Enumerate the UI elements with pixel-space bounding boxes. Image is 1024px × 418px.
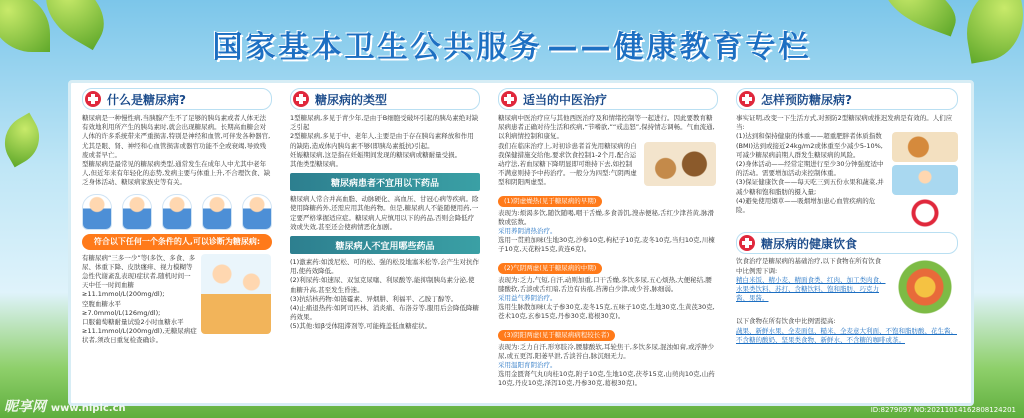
paragraph: 其他类型糖尿病。 xyxy=(290,160,342,169)
title-main: 国家基本卫生公共服务 xyxy=(212,30,543,65)
paragraph: 2型糖尿病,多见于中、老年人,主要是由于存在胰岛素释放和作用的缺陷,造成体内胰岛素不够(即胰岛素抵抗)引起。 xyxy=(290,132,474,150)
list-item: (2)利尿药:如速尿、双氢克尿噻、利尿酸等,能抑制胰岛素分泌,使血糖升高,甚至发生昏迷。 xyxy=(290,276,475,294)
heading-text: 什么是糖尿病? xyxy=(107,92,186,107)
list-item: 有糖尿病“三多一少”等(多饮、多食、多尿、体重下降、皮肤瘙痒、视力模糊等急性代谢紊乱表现)症状者,随机时间一天中任一时间血糖≥11.1mmol/L(200mg/dl); xyxy=(82,253,196,299)
medicine-illustration xyxy=(644,142,716,186)
column-prevention xyxy=(736,88,958,345)
list-item: (3)保证健康饮食——每天吃三到五份水果和蔬菜,并减少糖和饱和脂肪的摄入量; xyxy=(736,178,884,196)
person-illustration-icon xyxy=(122,194,152,230)
section-heading xyxy=(736,88,958,110)
list-item: 口服葡萄糖耐量试验2小时血糖水平≥11.1mmol/L(200mg/dl),无糖尿病症状者,须改日重复检查确诊。 xyxy=(82,318,197,345)
illustration-row xyxy=(82,194,272,230)
heading-text: 糖尿病的类型 xyxy=(315,92,388,107)
paragraph: 饮食治疗是糖尿病的基础治疗,以下食物在所有饮食中比例需下调: xyxy=(736,257,882,275)
doctor-illustration xyxy=(201,254,271,334)
image-id: ID:8279097 NO:20211014162808124201 xyxy=(870,406,1016,414)
person-illustration-icon xyxy=(162,194,192,230)
person-illustration-icon xyxy=(242,194,272,230)
medical-cross-icon xyxy=(293,91,309,107)
no-smoking-icon xyxy=(892,198,958,228)
section-heading xyxy=(82,88,272,110)
heading-text: 适当的中医治疗 xyxy=(523,92,608,107)
paragraph: 糖尿病中医治疗应与其他西医治疗及和情绪控制等一起进行。因此要教育糖尿病患者正确对待生活和疾病,“节嗜欲,”“戒恚怒”,保持情志调畅。气血流通,以利病情控制和康复。 xyxy=(498,114,715,141)
paragraph: 糖尿病人常合并高血脂、动脉硬化、高血压、甘冠心病等疾病。除使用降糖药外,还需应用其他药物。但是,糖尿病人不能随便用药,一定要严格掌握适应症。糖尿病人应慎用以下的药品,否则会降低疗效或失效,甚至还会使病情恶化加剧。 xyxy=(290,195,479,231)
list-item: (1)达到和保持健康的体重——超重肥胖者体质指数(BMI)达到或接近24kg/m2或体重至少减少5-10%,可减少糖尿病前期人群发生糖尿病的风险。 xyxy=(736,132,883,159)
symptoms: 表现为:乏力自汗,形寒肢冷,腰膝酸软,耳轮焦干,多饮多尿,混浊如膏,或浮肿少尿,或五更泻,阳萎早泄,舌淡苔白,脉沉细无力。 xyxy=(498,342,715,360)
section-heading xyxy=(736,232,958,254)
watermark-url: www.nipic.cn xyxy=(50,403,126,414)
column-what-is-diabetes xyxy=(82,88,272,346)
food-illustration xyxy=(892,132,958,162)
type-tag: (3)阴阳两虚(见于糖尿病病程较长者) xyxy=(498,330,615,341)
column-diabetes-types xyxy=(290,88,480,332)
list-item: 空腹血糖水平≥7.0mmol/L(126mg/dl); xyxy=(82,299,161,317)
medical-cross-icon xyxy=(85,91,101,107)
symptoms: 表现为:烦渴多饮,随饮随喝,咽干舌燥,多食善饥,溲赤便秘,舌红少津苔黄,脉滑数或弦数。 xyxy=(498,208,715,226)
paragraph: 糖尿病是一种慢性病,当胰腺产生不了足够的胰岛素或者人体无法有效地利用所产生的胰岛素时,就会出现糖尿病。长期高血糖会对人体的许多系统带来严重损害,特别是神经和血管,可伴发各种器官,尤其是眼、肾、神经和心血管损害或器官功能不全或衰竭,导致残废或者早亡。 xyxy=(82,114,271,159)
page-title xyxy=(0,22,1024,66)
paragraph: 我们在临床治疗上,对初诊患者首先用糖尿病的自我保健措施交给他,要求饮食控制1-2个月,配合运动疗法,若血尿糖下降明显即可维持下去,如控制不满意则持予中药治疗。一般分为四型:气阴两虚型和阴阳两虚型。 xyxy=(498,141,637,187)
exercise-illustration xyxy=(892,165,958,195)
paragraph: 精白米饭、精小麦、精面食类、红肉、加工类肉食、水果类饮料、苏打、含糖饮料、饱和脂肪、巧克力酱、果酱。 xyxy=(736,275,886,303)
title-sub: ——健康教育专栏 xyxy=(547,30,812,65)
medical-cross-icon xyxy=(739,91,755,107)
list-item: (2)身体活动——经常定期进行至少30分钟强度适中的活动。需要增加活动来控制体重。 xyxy=(736,160,884,178)
paragraph: 妊娠糖尿病,这是指在妊娠期间发现的糖尿病或糖耐量受损。 xyxy=(290,150,462,159)
list-item: (4)止痛退热药:如阿司匹林、消炎痛、布洛芬等,服用后会降低降糖药效果。 xyxy=(290,304,479,322)
section-heading xyxy=(498,88,718,110)
prescription: 选用一贯煎加味(生地30克,沙参10克,枸杞子10克,麦冬10克,当归10克,川楝子10克,天花粉15克,黄连6克)。 xyxy=(498,236,715,254)
paragraph: 以下食物在所有饮食中比例需提高: xyxy=(736,317,836,326)
symptoms: 表现为:乏力,气短,自汗,动则加重,口干舌燥,多饮多尿,五心烦热,大便秘结,腰膝酸软,舌淡或舌红暗,舌边有齿痕,苔薄白少津,或少苔,脉细弱。 xyxy=(498,275,712,293)
column-tcm-treatment xyxy=(498,88,718,389)
list-item: (1)激素药:如泼尼松、可的松、强的松及地塞米松等,会产生对抗作用,使药效降低。 xyxy=(290,258,479,276)
drugs-list-bar: 糖尿病人不宜用哪些药品 xyxy=(290,236,480,254)
leaf-decoration xyxy=(0,113,49,168)
person-illustration-icon xyxy=(82,194,112,230)
method: 采用温阳育阴治疗。 xyxy=(498,361,557,370)
paragraph: 型糖尿病是最常见的糖尿病类型,通常发生在成年人中尤其中老年人,但近年来有年轻化的态势,发病主要与体重上升,不合理饮食、缺乏身体活动、糖尿病家族史等有关。 xyxy=(82,160,271,187)
list-item: (4)避免使用烟草——吸烟增加患心血管疾病的危险。 xyxy=(736,196,876,215)
list-item: (5)其他:如β受体阻滞剂等,可能掩盖低血糖症状。 xyxy=(290,322,432,331)
method: 采用养阴清热治疗。 xyxy=(498,227,557,236)
prescription: 选用生脉散加味(太子参30克,麦冬15克,五味子10克,生地30克,生黄芪30克,苍术10克,玄参15克,丹参30克,葛根30克)。 xyxy=(498,303,715,321)
food-pyramid-illustration xyxy=(892,257,958,317)
medical-cross-icon xyxy=(739,235,755,251)
list-item: (3)抗结核药物:如链霉素、异烟肼、利福平、乙胺丁醇等。 xyxy=(290,294,458,303)
paragraph: 蔬果、新鲜水果、全麦面包、糙米、全麦意大利面、不饱和脂肪酸、花生酱、不含糖的酸奶、坚果类食物、新鲜水、不含糖的咖啡或茶。 xyxy=(736,326,957,344)
type-tag: (2)气阴两虚(见于糖尿病的中期) xyxy=(498,263,602,274)
paragraph: 事实证明,改变一下生活方式,对预防2型糖尿病或推迟发病是有效的。人们应当: xyxy=(736,114,953,132)
drugs-warning-bar: 糖尿病患者不宜用以下药品 xyxy=(290,173,480,191)
heading-text: 糖尿病的健康饮食 xyxy=(761,236,858,251)
diagnosis-banner: 符合以下任何一个条件的人,可以诊断为糖尿病: xyxy=(82,234,272,250)
method: 采用益气养阴治疗。 xyxy=(498,294,557,303)
watermark-logo-text: 昵享网 xyxy=(4,399,46,415)
type-tag: (1)阴虚燥热(见于糖尿病的早期) xyxy=(498,196,602,207)
section-heading xyxy=(290,88,480,110)
medical-cross-icon xyxy=(501,91,517,107)
paragraph: 1型糖尿病,多见于青少年,是由于B细胞受破坏引起的胰岛素绝对缺乏引起 xyxy=(290,114,479,132)
heading-text: 怎样预防糖尿病? xyxy=(761,92,852,107)
watermark-logo xyxy=(4,396,126,416)
person-illustration-icon xyxy=(202,194,232,230)
prescription: 选用金匮肾气丸(肉桂10克,附子10克,生地10克,茯苓15克,山萸肉10克,山药10克,丹皮10克,泽泻10克,丹参30克,葛根30克)。 xyxy=(498,370,715,388)
